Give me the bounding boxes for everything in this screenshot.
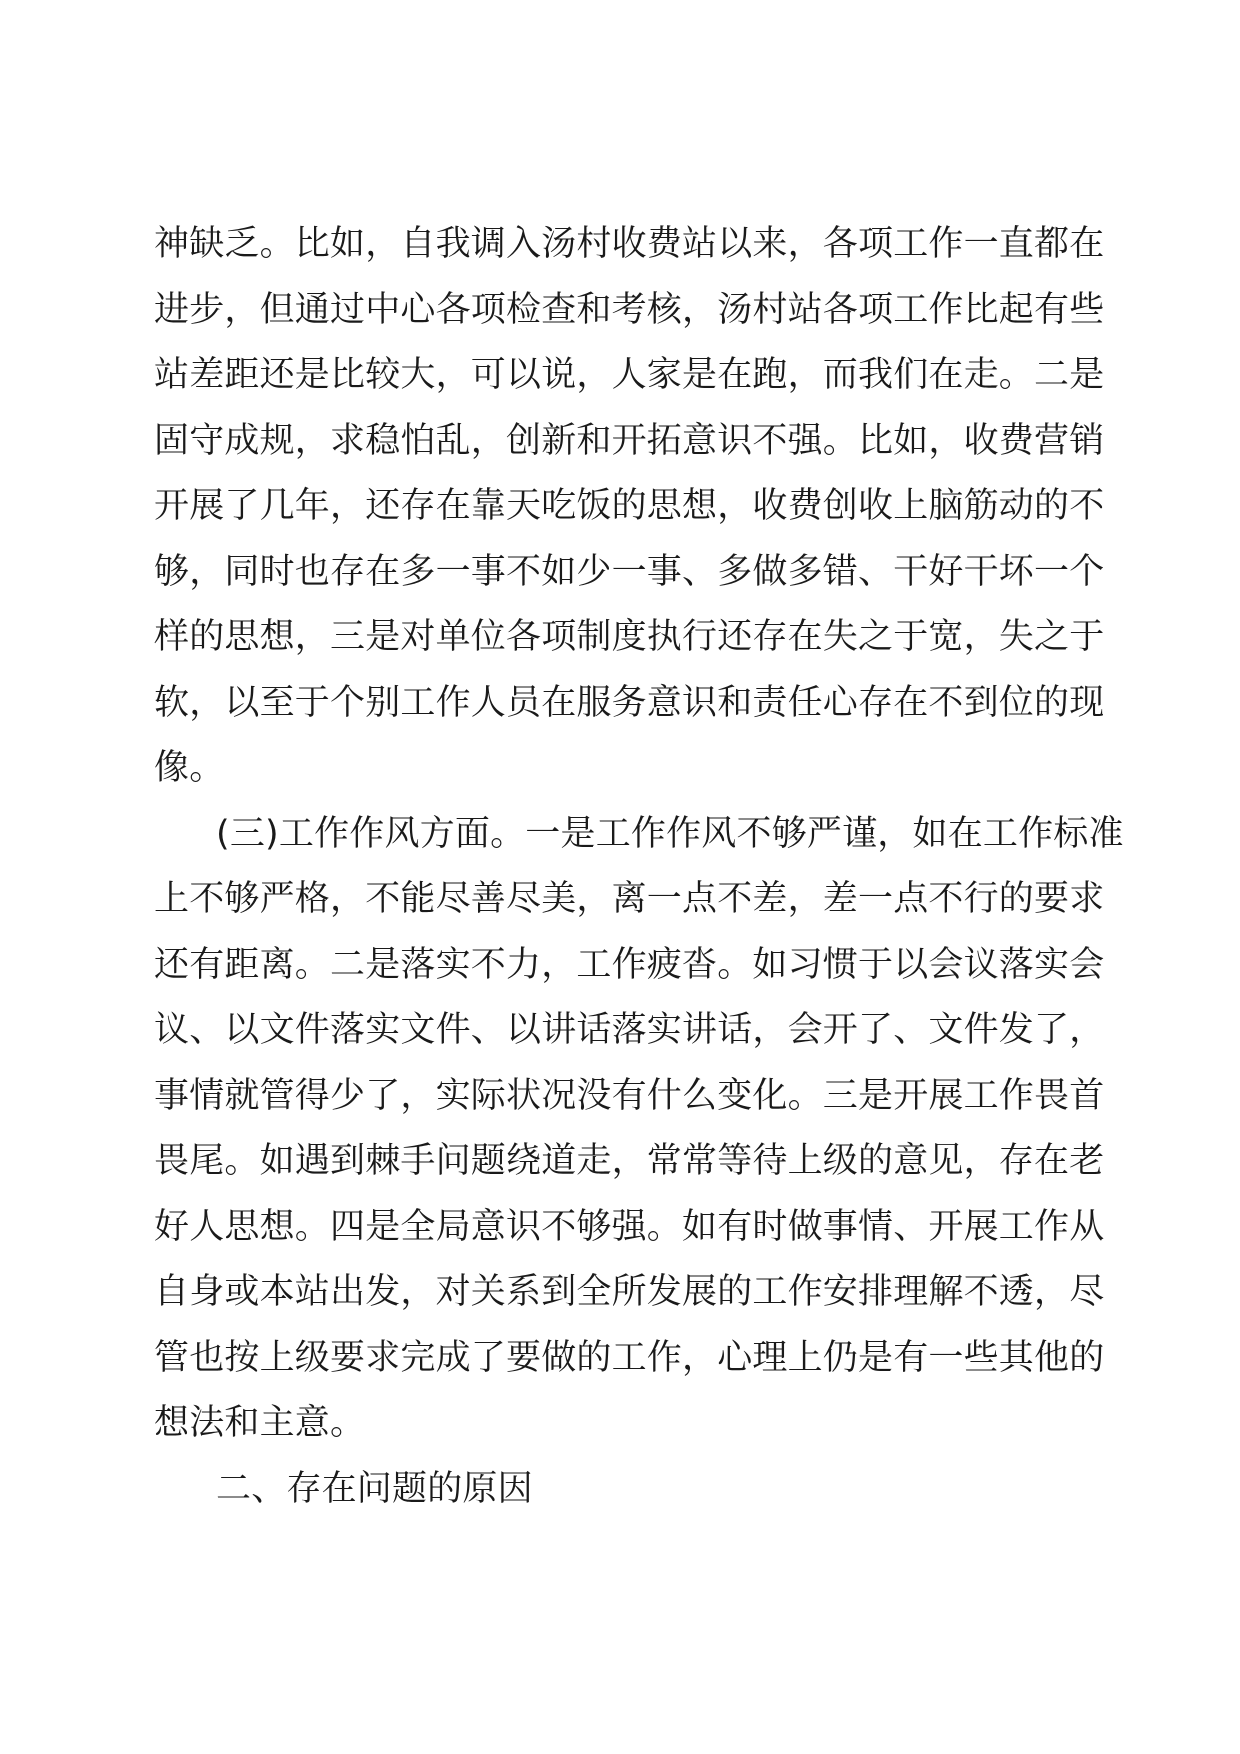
text-line: 站差距还是比较大，可以说，人家是在跑，而我们在走。二是 <box>154 355 1105 395</box>
text-line: 固守成规，求稳怕乱，创新和开拓意识不强。比如，收费营销 <box>154 420 1105 461</box>
text-line: 够，同时也存在多一事不如少一事、多做多错、干好干坏一个 <box>154 551 1105 592</box>
text-line: 像。 <box>154 748 225 788</box>
text-line: 自身或本站出发，对关系到全所发展的工作安排理解不透，尽 <box>154 1272 1105 1312</box>
text-line: 畏尾。如遇到棘手问题绕道走，常常等待上级的意见，存在老 <box>154 1141 1105 1181</box>
text-line: 好人思想。四是全局意识不够强。如有时做事情、开展工作从 <box>154 1206 1105 1247</box>
text-line: 管也按上级要求完成了要做的工作，心理上仍是有一些其他的 <box>154 1337 1105 1378</box>
text-line: 议、以文件落实文件、以讲话落实讲话，会开了、文件发了， <box>154 1010 1105 1050</box>
text-line: 软，以至于个别工作人员在服务意识和责任心存在不到位的现 <box>154 682 1105 723</box>
section-heading: 二、存在问题的原因 <box>216 1468 533 1509</box>
text-line: 还有距离。二是落实不力，工作疲沓。如习惯于以会议落实会 <box>154 944 1105 985</box>
document-body <box>154 212 1124 1522</box>
text-line: 样的思想，三是对单位各项制度执行还存在失之于宽，失之于 <box>154 617 1105 657</box>
text-line: 事情就管得少了，实际状况没有什么变化。三是开展工作畏首 <box>154 1075 1105 1116</box>
section-heading-line: (三)工作作风方面。一是工作作风不够严谨，如在工作标准 <box>216 813 1124 854</box>
text-line: 开展了几年，还存在靠天吃饭的思想，收费创收上脑筋动的不 <box>154 486 1105 526</box>
text-line: 想法和主意。 <box>154 1403 366 1443</box>
text-line: 上不够严格，不能尽善尽美，离一点不差，差一点不行的要求 <box>154 879 1105 919</box>
text-line: 神缺乏。比如，自我调入汤村收费站以来，各项工作一直都在 <box>154 224 1105 264</box>
text-line: 进步，但通过中心各项检查和考核，汤村站各项工作比起有些 <box>154 289 1105 330</box>
